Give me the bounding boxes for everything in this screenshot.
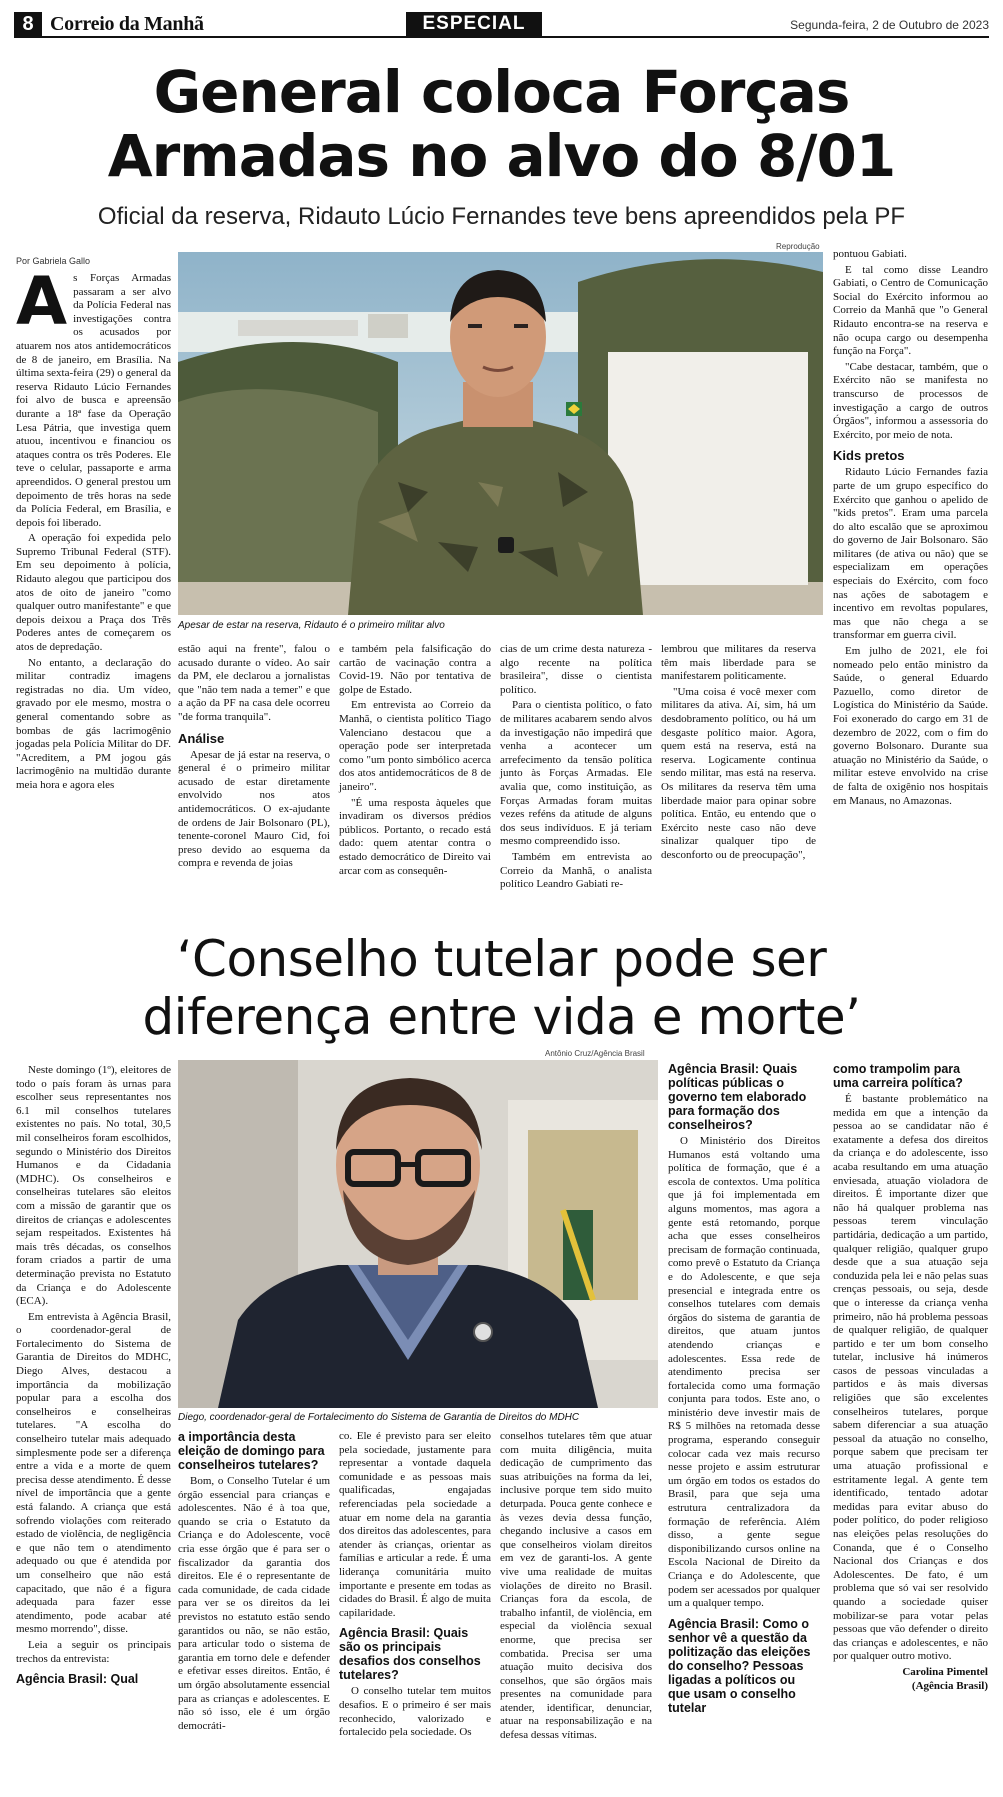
article1-headline [14, 60, 989, 188]
paragraph: lembrou que militares da reserva têm mais liberdade para se manifestarem politicamente. [661, 643, 816, 683]
paragraph: Neste domingo (1º), eleitores de todo o país foram às urnas para escolher seus representantes nos 6.1 mil conselhos tutelares existentes no país. No total, 30,5 mil conselheiros foram escolhidos, segundo o Ministério dos Direitos Humanos e da Cidadania (MDHC). Os conselheiros e conselheiras tutelares são eleitos com a missão de garantir que os direitos de crianças e adolescentes sejam respeitados. Existentes há mais três décadas, os conselhos foram criados a partir de uma determinação prevista no Estatuto da Criança e do Adolescente (ECA). [16, 1064, 171, 1308]
paragraph: É bastante problemático na medida em que a intenção da pessoa ao se candidatar não é exatamente a defesa dos direitos da criança e do adolescente, isso acaba resultando em uma atuação enviesada, atuação violadora de direitos. É importante dizer que não há qualquer problema nas pessoas terem vinculação partidária, dedicação a um partido, qualquer religião, qualquer grupo desde que a sua atuação seja conduzida pela lei e não pelas suas crenças pessoais, ou seja, desde que o interesse da criança venha primeiro, não há problema pessoas de qualquer religião, de qualquer partido e ter um bom conselho tutelar, inclusive há inúmeros casos de pessoas vinculadas a partidos e às mais diversas religiões que são excelentes conselheiros tutelares, porque sabem diferenciar a sua atuação pessoal da atuação no conselho, porque sabem que precisam ter uma atuação profissional e estritamente legal. A gente tem identificado, tentado adotar medidas para evitar abuso do poder político, do poder religioso nas eleições pelas resoluções do Conanda, que é o Conselho Nacional dos Crianças e dos Adolescentes. De fato, é um problema que só vai ser resolvido quando a sociedade quiser mobilizar-se para votar pelas pessoas que vão defender o direito das crianças e adolescentes, e não por qualquer outro motivo. [833, 1093, 988, 1663]
paragraph: conselhos tutelares têm que atuar com muita diligência, muita dedicação de cumprimento das suas atribuições na forma da lei, inclusive porque tem sido muito deturpada. Pouca gente conhece e às vezes devia dessa função, chegando inclusive a casos em que conselheiros violam direitos em vez de garanti-los. A gente vive uma realidade de muitas violações de direito no Brasil. Crianças fora da escola, de trabalho infantil, de violência, em especial da violência sexual enorme, que precisa ser combatida. Precisa ser uma atuação muito decisiva dos conselhos, que são órgãos mais presentes na comunidade para atender, identificar, denunciar, atuar na responsabilização e na defesa dessas vítimas. [500, 1430, 652, 1742]
paragraph: Em entrevista ao Correio da Manhã, o cientista político Tiago Valenciano destacou que a operação pode ser interpretada como "um ponto simbólico acerca dos atos antidemocráticos de 8 de janeiro". [339, 699, 491, 793]
article2-column-5 [668, 1062, 820, 1718]
paragraph: Também em entrevista ao Correio da Manhã, o analista político Leandro Gabiati re- [500, 850, 652, 891]
article1-column-1 [16, 263, 171, 795]
diego-photo-image [178, 1060, 658, 1408]
interview-question: Agência Brasil: Quais são os principais desafios dos conselhos tutelares? [339, 1626, 481, 1683]
general-photo [178, 252, 823, 615]
paragraph: co. Ele é previsto para ser eleito pela sociedade, justamente para representar a vontade daquela comunidade e as pessoas mais qualificadas, engajadas referenciadas pela sociedade a atuar em nome dela na garantia dos direitos das adolescentes, para atender às crianças, orientar as famílias e articular a rede. É uma liderança comunitária muito importante e presente em todas as cidades do Brasil. É algo de muita capilaridade. [339, 1430, 491, 1619]
paragraph: O Ministério dos Direitos Humanos está voltando uma política de formação, que é a escola de contextos. Uma política que já foi implementada em alguns momentos, mas agora a gente está retomando, porque acha que esses conselheiros precisam de formação continuada, como prevê o Estatuto da Criança e do Adolescente, e que seja presencial e integrada entre os conselhos tutelares com demais órgãos do sistema de garantia de direitos, que atuam juntos atendendo crianças e adolescentes. Essa rede de atendimento precisa ser fortalecida como uma formação conjunta para todos. Este ano, o ministério deve investir mais de R$ 5 milhões na retomada desse programa, esperando conseguir colocar cada vez mais recurso nesse projeto e assim estruturar um órgão em todos os estados do Brasil, para que seja uma estrutura centralizadora da formação de referência. Além disso, a gente segue disponibilizando cursos online na Escola Nacional de Direito da Criança e do Adolescente, que podem ser acessados por qualquer um a qualquer tempo. [668, 1135, 820, 1610]
paragraph: e também pela falsificação do cartão de vacinação contra a Covid-19. Não por tentativa de golpe de Estado. [339, 643, 491, 696]
headline-line: ‘Conselho tutelar pode ser [176, 930, 827, 988]
section-heading: Análise [178, 730, 225, 746]
article2-headline [14, 930, 989, 1046]
paragraph: Leia a seguir os principais trechos da entrevista: [16, 1638, 171, 1665]
article1-subheadline: Oficial da reserva, Ridauto Lúcio Fernandes teve bens apreendidos pela PF [97, 203, 906, 230]
paragraph: pontuou Gabiati. [833, 248, 907, 260]
paragraph: E tal como disse Leandro Gabiati, o Centro de Comunicação Social do Exército informou ao Correio da Manhã que "o General Ridauto encontra-se na reserva e não ocupa cargo ou desempenha função na Força". [833, 263, 988, 358]
headline-line: Armadas no alvo do 8/01 [107, 122, 896, 190]
page-number: 8 [14, 12, 42, 36]
interview-question: Agência Brasil: Qual [16, 1672, 139, 1687]
drop-cap: A [16, 263, 68, 340]
section-label: ESPECIAL [406, 12, 542, 36]
article2-column-3 [339, 1430, 491, 1742]
paragraph: Para o cientista político, o fato de militares acabarem sendo alvos da investigação não impedirá que venha a acontecer um arrefecimento da tensão política junto às Forças Armadas. Ele avalia que, como instituição, as Forças Armadas foram muitas vezes reféns da atitude de alguns dos seus indivíduos. E já teriam mesmo compreendido isso. [500, 699, 652, 848]
issue-date: Segunda-feira, 2 de Outubro de 2023 [790, 18, 989, 32]
photo-credit: Antônio Cruz/Agência Brasil [545, 1049, 645, 1058]
paragraph: estão aqui na frente", falou o acusado durante o vídeo. Ao sair da PM, ele declarou a jornalistas que "não tem nada a temer" e que a ação da PF na casa dele ocorreu "de forma tranquila". [178, 643, 330, 723]
article2-column-2 [178, 1430, 330, 1735]
paragraph: A operação foi expedida pelo Supremo Tribunal Federal (STF). Em seu depoimento à polícia, Ridauto alegou que participou dos atos de oito de janeiro "como qualquer outro manifestante" e que depois deixou a Praça dos Três Poderes antes de começarem os atos de depredação. [16, 532, 171, 654]
interview-question: Agência Brasil: Quais políticas públicas o governo tem elaborado para formação dos conselheiros? [668, 1062, 807, 1132]
paragraph: "Cabe destacar, também, que o Exército não se manifesta no transcurso de processos de investigação a cargo de outros Órgãos", informou a assessoria do Exército, por meio de nota. [833, 360, 988, 441]
interview-question: como trampolim para uma carreira política? [833, 1062, 963, 1090]
paragraph: Em julho de 2021, ele foi nomeado pelo então ministro da Saúde, o general Eduardo Pazuello, como diretor de Logística do Ministério da Saúde. Foi exonerado do cargo em 31 de dezembro de 2022, com o fim do governo Bolsonaro. Durante sua atuação no Ministério da Saúde, o militar esteve envolvido na crise de falta de oxigênio nos hospitais em Manaus, no Amazonas. [833, 645, 988, 807]
article1-column-6 [833, 248, 988, 810]
interview-question: a importância desta eleição de domingo para conselheiros tutelares? [178, 1430, 325, 1472]
general-photo-image [178, 252, 823, 615]
article1-column-5 [661, 643, 816, 865]
section-heading: Kids pretos [833, 448, 905, 464]
paragraph: "Uma coisa é você mexer com militares da ativa. Aí, sim, há um desdobramento político, ou há um desgaste político maior. Agora, quem está na reserva, está na reserva. Logicamente continua sendo militar, mas está na reserva. Os militares da reserva têm uma liberdade maior para opinar sobre política. Então, eu entendo que o Exército neste caso não deve sinalizar qualquer tipo de desconforto ou de preocupação", [661, 685, 816, 861]
paragraph: Apesar de já estar na reserva, o general é o primeiro militar acusado de estar diretamente envolvido nos atos antidemocráticos. O ex-ajudante de ordens de Jair Bolsonaro (PL), tenente-coronel Mauro Cid, foi preso devido ao esquema da compra e revenda de joias [178, 748, 330, 870]
headline-line: General coloca Forças [153, 58, 850, 126]
paragraph: Bom, o Conselho Tutelar é um órgão essencial para crianças e adolescentes. Não é à toa que, quando se cria o Estatuto da Criança e do Adolescente, você cria esse órgão que é para ser o fiscalizador da garantia dos direitos. Ele é o representante de cada comunidade, de cada cidade para ver se os direitos da lei previstos no estatuto estão sendo garantidos ou não, se não estão, para articular todo o sistema de garantia em torno dele e defender e efetivar esses direitos. Então, é um órgão absolutamente essencial para as crianças e adolescentes. E não só isso, ele é um órgão democráti- [178, 1475, 330, 1732]
interview-question: Agência Brasil: Como o senhor vê a questão da politização das eleições do conselho? Pessoas ligadas a políticos ou que usam o conselho tutelar [668, 1616, 811, 1715]
author-name: Carolina Pimentel [902, 1665, 988, 1678]
paragraph: No entanto, a declaração do militar contradiz imagens registradas no dia. Um vídeo, gravado por ele mesmo, mostra o general comentando sobre as bombas de gás lacrimogênio jogadas pela Polícia Militar do DF. "Acreditem, a PM jogou gás lacrimogênio na multidão durante meia hora e agora eles [16, 656, 171, 791]
paragraph: cias de um crime desta natureza - algo recente na política brasileira", disse o cientista político. [500, 643, 652, 696]
paragraph: s Forças Armadas passaram a ser alvo da Polícia Federal nas investigações contra os acusados por atuarem nos atos antidemocráticos de 8 de janeiro, em Brasília. Na última sexta-feira (29) o general da reserva Ridauto Lúcio Fernandes foi alvo de busca e apreensão durante a 18ª fase da Operação Lesa Pátria, que investiga quem atuou, incentivou e financiou os ataques contra os três Poderes. Ele teve o celular, passaporte e arma apreendidos. O general prestou um depoimento de três horas na sede da Polícia Federal, em Brasília, e depois foi liberado. [16, 272, 171, 529]
article1-column-4 [500, 643, 652, 894]
paragraph: "É uma resposta àqueles que invadiram os diversos prédios públicos. Portanto, o recado está dado: quem atentar contra o estado democrático de Direito vai arcar com as consequên- [339, 796, 491, 877]
diego-photo [178, 1060, 658, 1408]
newspaper-name: Correio da Manhã [50, 13, 204, 35]
article1-column-3 [339, 643, 491, 880]
author-agency: (Agência Brasil) [911, 1679, 988, 1692]
paragraph: O conselho tutelar tem muitos desafios. E o primeiro é ser mais reconhecido, valorizado e fortalecido pela sociedade. Os [339, 1685, 491, 1739]
byline: Por Gabriela Gallo [16, 256, 91, 266]
diego-photo-caption: Diego, coordenador-geral de Fortalecimento do Sistema de Garantia de Direitos do MDHC [178, 1412, 580, 1423]
general-photo-caption: Apesar de estar na reserva, Ridauto é o primeiro militar alvo [178, 620, 445, 631]
masthead [14, 12, 989, 38]
article1-column-2 [178, 643, 330, 873]
photo-credit: Reprodução [776, 242, 820, 251]
paragraph: Em entrevista à Agência Brasil, o coordenador-geral de Fortalecimento do Sistema de Garantia de Direitos do MDHC, Diego Alves, destacou a importância da mobilização popular para a escolha dos conselheiros e conselheiras tutelares. "A escolha do conselheiro tutelar mais adequado simplesmente pode ser a diferença entre a vida e a morte de quem precisa desse atendimento. É desse nível de importância que a gente está falando. A criança que está sofrendo violações com reiterado estado de violência, de negligência e que não tem o atendimento adequado ou que é atendida por um conselheiro que não está capacitado, que não é a figura adequada para fazer esse atendimento, pode acabar até mesmo morrendo", disse. [16, 1310, 171, 1636]
article2-column-6 [833, 1062, 988, 1693]
article2-column-4 [500, 1430, 652, 1745]
headline-line: diferença entre vida e morte’ [142, 988, 861, 1046]
article2-column-1 [16, 1064, 171, 1689]
paragraph: Ridauto Lúcio Fernandes fazia parte de um grupo específico do Exército que ganhou o apelido de "kids pretos". Eram uma parcela do alto escalão que se aproximou do governo de Jair Bolsonaro. São militares (de ativa ou não) que se especializam em operações especiais do Exército, com foco nas ações de sabotagem e incentivo em revoltas populares, mas que não chega a se transformar em guerra civil. [833, 466, 988, 642]
